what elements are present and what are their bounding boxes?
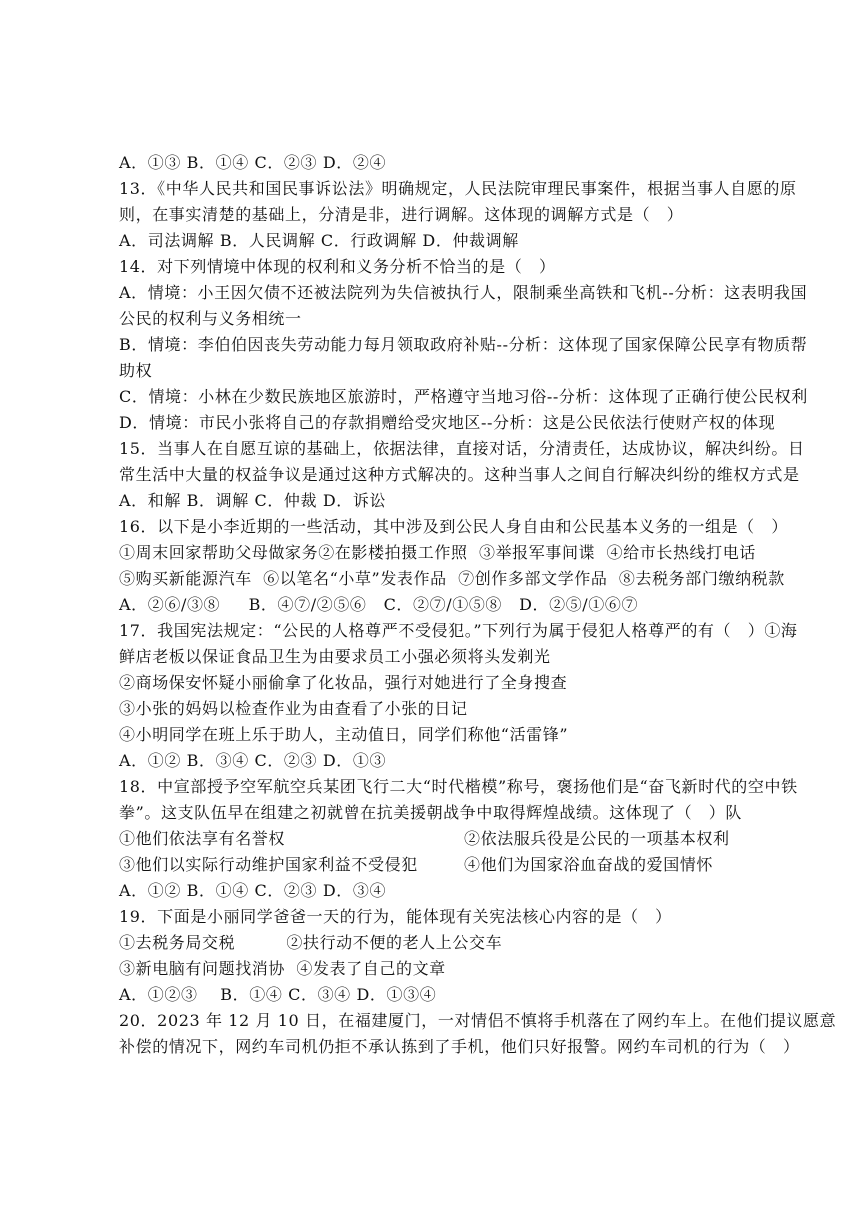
q17-stem-line-2: 鲜店老板以保证食品卫生为由要求员工小强必须将头发剃光 bbox=[119, 647, 551, 666]
q14-option-b-line-2: 助权 bbox=[119, 361, 153, 380]
q19-answer-options: A．①②③ B．①④ C．③④ D．①③④ bbox=[119, 985, 437, 1004]
q18-item-3: ③他们以实际行动维护国家利益不受侵犯 bbox=[119, 855, 418, 874]
q15-stem-line-1: 15．当事人在自愿互谅的基础上，依据法律，直接对话，分清责任，达成协议，解决纠纷。日 bbox=[119, 439, 805, 458]
q14-option-d: D．情境：市民小张将自己的存款捐赠给受灾地区--分析：这是公民依法行使财产权的体现 bbox=[119, 413, 776, 432]
q18-stem-line-1: 18．中宣部授予空军航空兵某团飞行二大“时代楷模”称号，褒扬他们是“奋飞新时代的空中铁 bbox=[119, 777, 798, 796]
q13-stem-line-1: 13．《中华人民共和国民事诉讼法》明确规定，人民法院审理民事案件，根据当事人自愿的原 bbox=[119, 179, 797, 198]
q13-answer-options: A．司法调解 B．人民调解 C．行政调解 D．仲裁调解 bbox=[119, 231, 519, 250]
q13-stem-line-2: 则，在事实清楚的基础上，分清是非，进行调解。这体现的调解方式是（ ） bbox=[119, 205, 684, 224]
q14-option-b-line-1: B．情境：李伯伯因丧失劳动能力每月领取政府补贴--分析：这体现了国家保障公民享有物质帮 bbox=[119, 335, 808, 354]
q18-items-row-2 bbox=[119, 852, 849, 878]
q19-stem: 19．下面是小丽同学爸爸一天的行为，能体现有关宪法核心内容的是（ ） bbox=[119, 907, 672, 926]
exam-page bbox=[119, 150, 849, 1060]
q17-item-4: ④小明同学在班上乐于助人，主动值日，同学们称他“活雷锋” bbox=[119, 725, 569, 744]
q20-stem-line-2: 补偿的情况下，网约车司机仍拒不承认拣到了手机，他们只好报警。网约车司机的行为（ ） bbox=[119, 1037, 800, 1056]
q18-item-2: ②依法服兵役是公民的一项基本权利 bbox=[464, 829, 730, 848]
q19-items-line-2: ③新电脑有问题找消协 ④发表了自己的文章 bbox=[119, 959, 446, 978]
q15-answer-options: A．和解 B．调解 C．仲裁 D．诉讼 bbox=[119, 491, 387, 510]
q16-items-line-2: ⑤购买新能源汽车 ⑥以笔名“小草”发表作品 ⑦创作多部文学作品 ⑧去税务部门缴纳税款 bbox=[119, 569, 785, 588]
q12-answer-options: A．①③ B．①④ C．②③ D．②④ bbox=[119, 153, 387, 172]
q17-item-2: ②商场保安怀疑小丽偷拿了化妆品，强行对她进行了全身搜查 bbox=[119, 673, 568, 692]
q14-option-a-line-2: 公民的权利与义务相统一 bbox=[119, 309, 302, 328]
q20-stem-line-1: 20．2023 年 12 月 10 日，在福建厦门，一对情侣不慎将手机落在了网约车上。在他们提议愿意 bbox=[119, 1011, 837, 1030]
q18-stem-line-2: 拳”。这支队伍早在组建之初就曾在抗美援朝战争中取得辉煌战绩。这体现了（ ）队 bbox=[119, 803, 742, 822]
q17-stem-line-1: 17．我国宪法规定：“公民的人格尊严不受侵犯。”下列行为属于侵犯人格尊严的有（ ）①海 bbox=[119, 621, 798, 640]
q19-items-line-1: ①去税务局交税 ②扶行动不便的老人上公交车 bbox=[119, 933, 503, 952]
q17-item-3: ③小张的妈妈以检查作业为由查看了小张的日记 bbox=[119, 699, 468, 718]
q18-answer-options: A．①② B．①④ C．②③ D．③④ bbox=[119, 881, 387, 900]
q18-item-4: ④他们为国家浴血奋战的爱国情怀 bbox=[464, 855, 714, 874]
q16-answer-options: A．②⑥/③⑧ B．④⑦/②⑤⑥ C．②⑦/①⑤⑧ D．②⑤/①⑥⑦ bbox=[119, 595, 639, 614]
q14-option-c: C．情境：小林在少数民族地区旅游时，严格遵守当地习俗--分析：这体现了正确行使公民权利 bbox=[119, 387, 808, 406]
q15-stem-line-2: 常生活中大量的权益争议是通过这种方式解决的。这种当事人之间自行解决纠纷的维权方式是 bbox=[119, 465, 800, 484]
q16-stem: 16．以下是小李近期的一些活动，其中涉及到公民人身自由和公民基本义务的一组是（ ） bbox=[119, 517, 788, 536]
q17-answer-options: A．①② B．③④ C．②③ D．①③ bbox=[119, 751, 387, 770]
q18-items-row-1 bbox=[119, 826, 849, 852]
q14-stem: 14．对下列情境中体现的权利和义务分析不恰当的是（ ） bbox=[119, 257, 556, 276]
q18-item-1: ①他们依法享有名誉权 bbox=[119, 829, 286, 848]
q14-option-a-line-1: A．情境：小王因欠债不还被法院列为失信被执行人，限制乘坐高铁和飞机--分析：这表明我国 bbox=[119, 283, 808, 302]
q16-items-line-1: ①周末回家帮助父母做家务②在影楼拍摄工作照 ③举报军事间谍 ④给市长热线打电话 bbox=[119, 543, 756, 562]
